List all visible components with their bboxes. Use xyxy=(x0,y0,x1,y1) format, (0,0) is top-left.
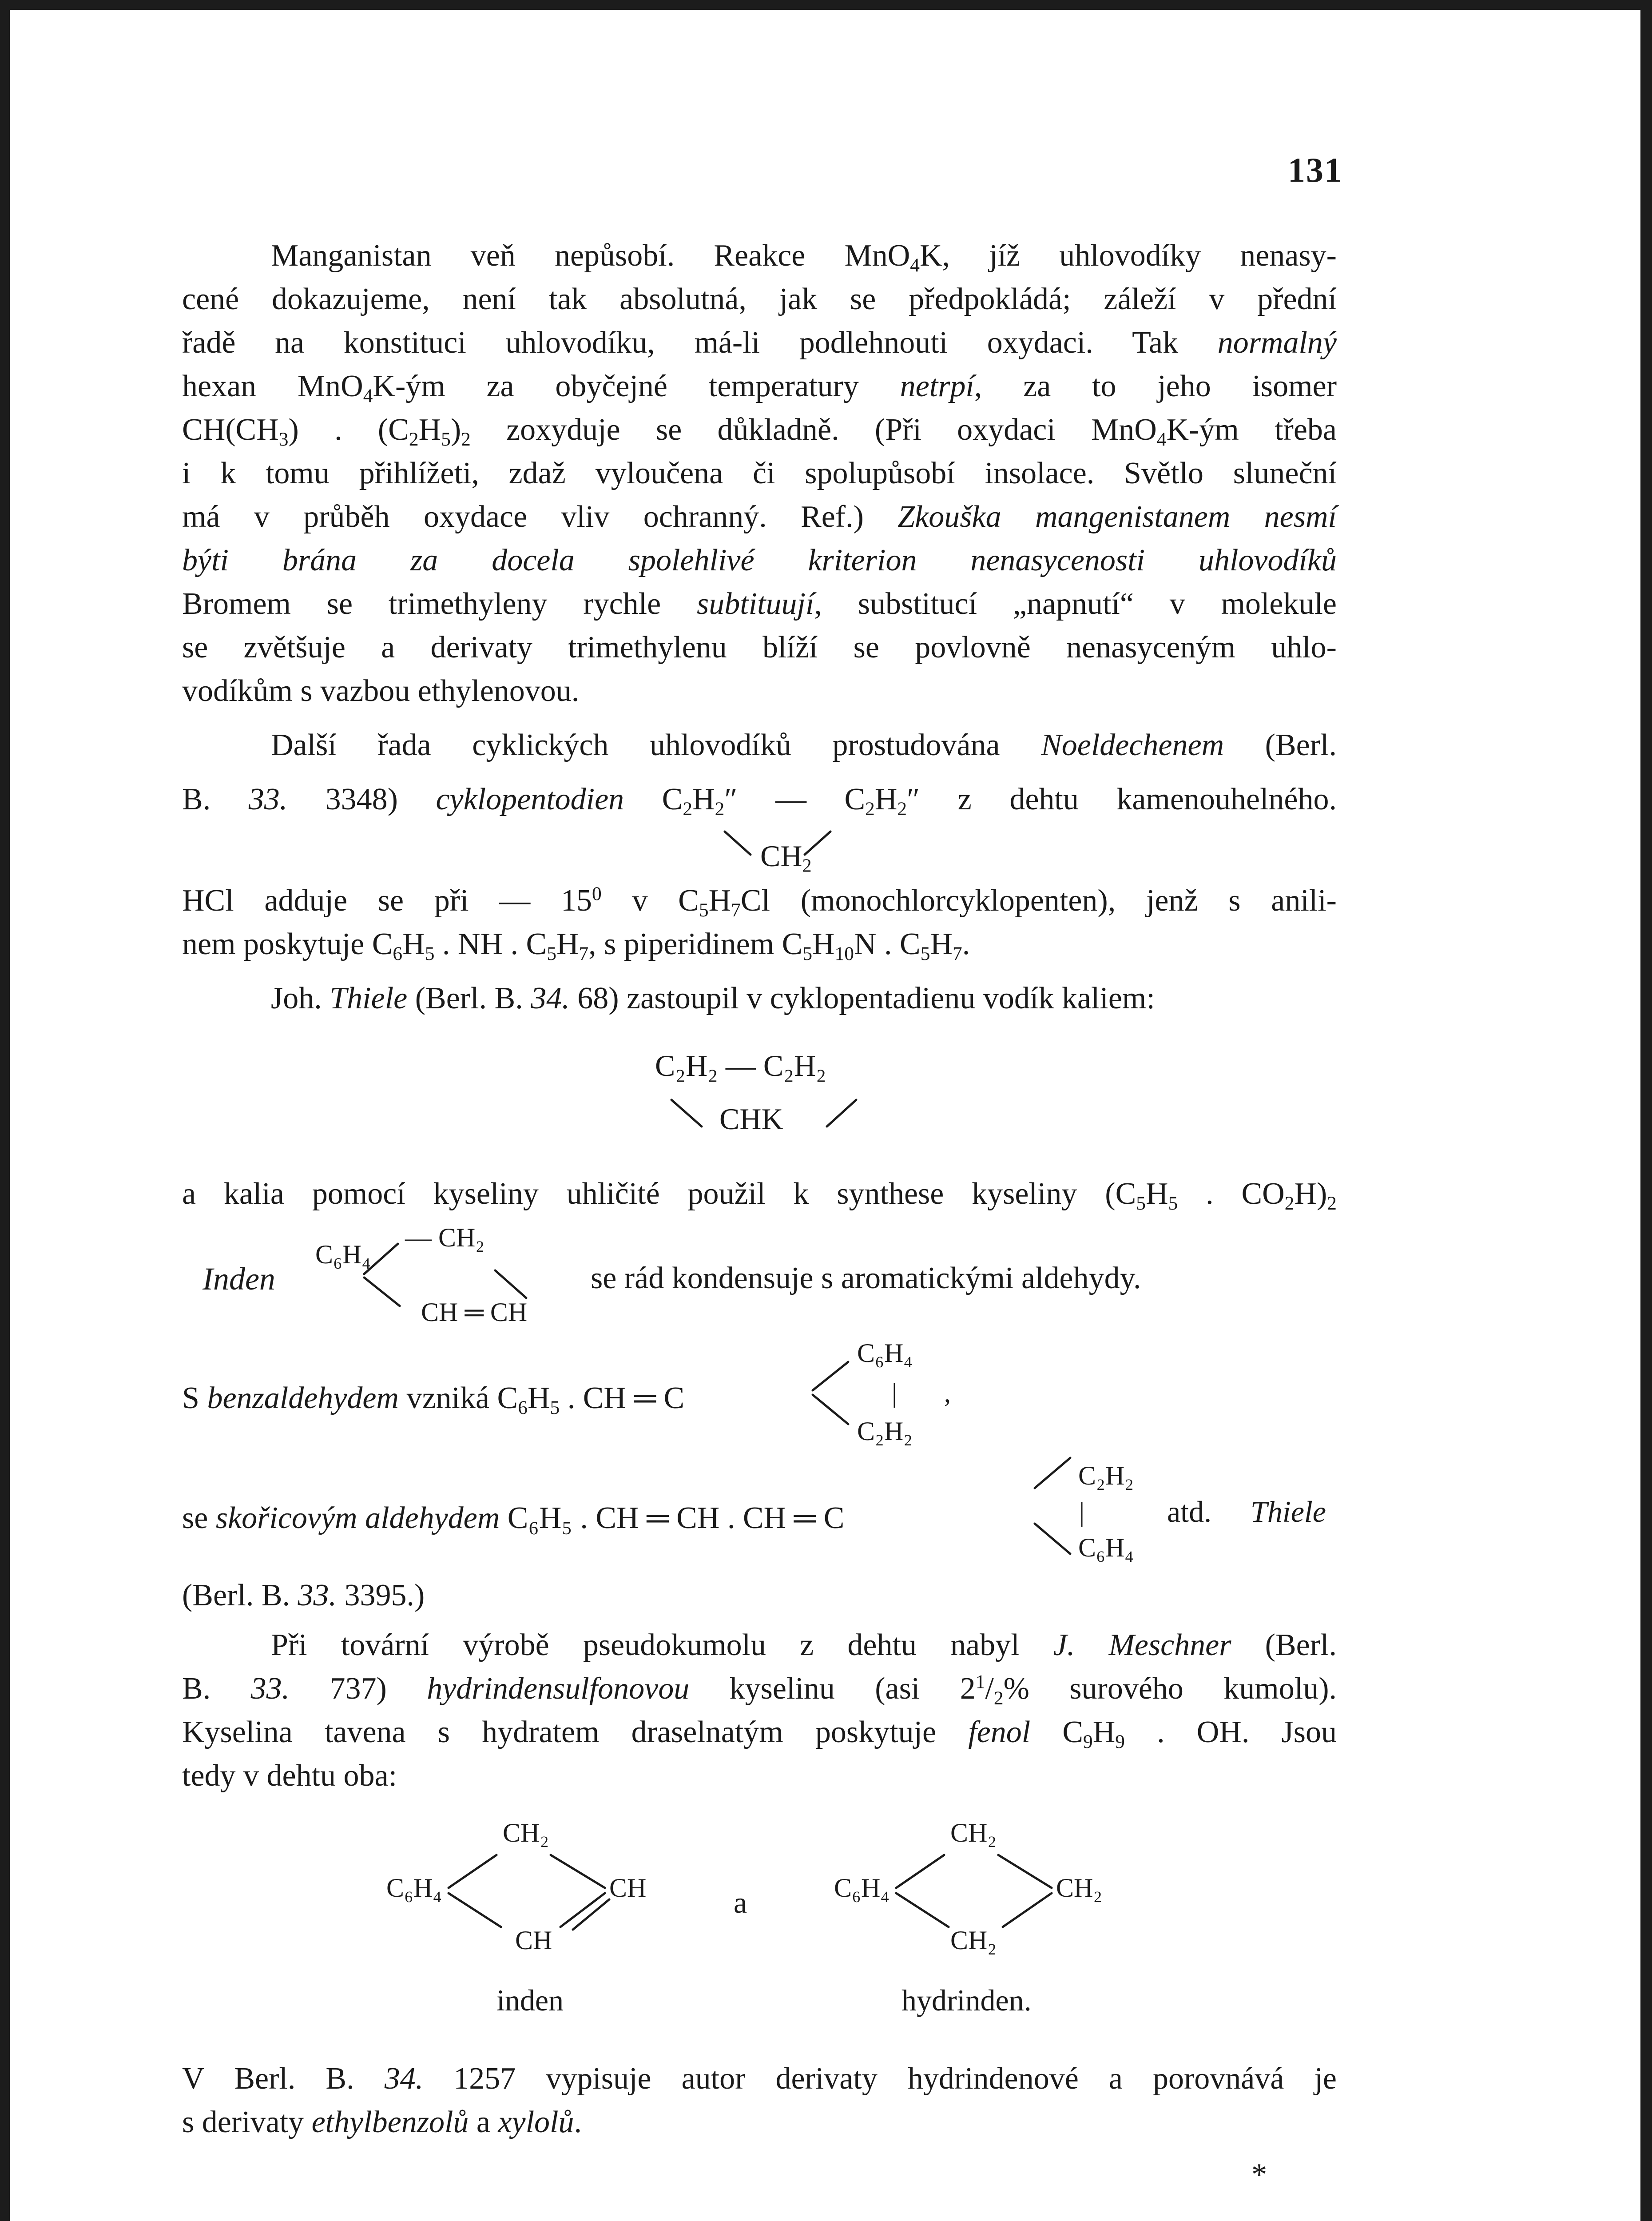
inden-struct-right: CH xyxy=(609,1873,647,1903)
hydrinden-struct-left: C₆H₄ xyxy=(834,1873,890,1903)
bond-ring2-br xyxy=(1003,1893,1052,1927)
p2-line-1: Další řada cyklických uhlovodíků prostudována Noeldechenem (Berl. xyxy=(271,728,1337,762)
p2-line-4: nem poskytuje $C_6H_5$ . NH . $C_5H_7$, s piperidinem $C_5H_{10}N$ . $C_5H_7$. xyxy=(182,927,970,965)
p1-line-3: řadě na konstituci uhlovodíku, má-li podlehnouti oxydaci. Tak normalný xyxy=(182,326,1337,360)
hydrinden-struct-right: CH₂ xyxy=(1056,1873,1103,1903)
bond-cp-left xyxy=(725,832,751,855)
bond-chk-left xyxy=(671,1100,702,1126)
inden-c6h4: C₆H₄ xyxy=(315,1240,371,1269)
skor-c2h2: C₂H₂ xyxy=(1078,1461,1134,1490)
p1-line-8: býti brána za docela spolehlivé kriterion nenasycenosti uhlovodíků xyxy=(182,543,1337,577)
bond-ring2-bl xyxy=(896,1893,949,1927)
structures-and: a xyxy=(734,1886,747,1919)
skor-c6h4: C₆H₄ xyxy=(1078,1533,1134,1562)
p1-line-9: Bromem se trimethyleny rychle subtituují, substitucí „napnutí“ v molekule xyxy=(182,587,1337,621)
bond-skor-up xyxy=(1035,1458,1070,1488)
hydrinden-struct-top: CH₂ xyxy=(950,1818,997,1847)
footer-asterisk: * xyxy=(1251,2157,1267,2192)
inden-struct-bottom: CH xyxy=(515,1926,552,1955)
cyclopentadiene-ch2: $CH_2$ xyxy=(760,839,812,876)
inden-chch: CH ═ CH xyxy=(421,1298,528,1327)
p5-line-1: V Berl. B. 34. 1257 vypisuje autor derivaty hydrindenové a porovnává je xyxy=(182,2062,1337,2096)
bond-inden-down xyxy=(364,1278,400,1306)
hydrinden-struct-name: hydrinden. xyxy=(901,1983,1032,2017)
page-number: 131 xyxy=(1288,151,1342,189)
p2-line-2: B. 33. 3348) cyklopentodien $C_2H_2''$ — $C_2H_2''$ z dehtu kamenouhelného. xyxy=(182,782,1337,820)
thiele-formula-top: C₂H₂ — C₂H₂ xyxy=(655,1049,826,1083)
p1-line-7: má v průběh oxydace vliv ochranný. Ref.) Zkouška mangenistanem nesmí xyxy=(182,500,1337,534)
bond-benz-up xyxy=(813,1362,848,1390)
benz-c2h2: C₂H₂ xyxy=(857,1417,913,1446)
bond-ring2-tr xyxy=(998,1855,1052,1888)
bond-ring1-tr xyxy=(551,1855,605,1888)
bond-chk-right xyxy=(827,1100,856,1126)
benz-line: S benzaldehydem vzniká $C_6H_5$ . CH ═ C xyxy=(182,1381,685,1419)
hydrinden-struct-bottom: CH₂ xyxy=(950,1926,997,1955)
benz-c6h4: C₆H₄ xyxy=(857,1338,913,1368)
p1-line-2: cené dokazujeme, není tak absolutná, jak se předpokládá; záleží v přední xyxy=(182,282,1337,316)
p4-line-4: tedy v dehtu oba: xyxy=(182,1759,397,1793)
bond-ring1-bl xyxy=(449,1893,501,1927)
p3-line-2: a kalia pomocí kyseliny uhličité použil k synthese kyseliny ($C_5H_5$ . $CO_2H)_2$ xyxy=(182,1177,1337,1214)
p1-line-10: se zvětšuje a derivaty trimethylenu blíží se povlovně nenasyceným uhlo- xyxy=(182,630,1337,665)
bond-ring2-tl xyxy=(896,1855,944,1888)
p4-line-1: Při tovární výrobě pseudokumolu z dehtu nabyl J. Meschner (Berl. xyxy=(271,1628,1337,1662)
inden-label: Inden xyxy=(203,1261,275,1297)
bond-cp-right xyxy=(805,832,830,855)
p1-line-6: i k tomu přihlížeti, zdaž vyloučena či spolupůsobí insolace. Světlo sluneční xyxy=(182,456,1337,490)
skor-atd: atd. xyxy=(1167,1495,1212,1528)
p4-line-3: Kyselina tavena s hydratem draselnatým poskytuje fenol $C_9H_9$ . OH. Jsou xyxy=(182,1715,1337,1753)
inden-text: se rád kondensuje s aromatickými aldehydy. xyxy=(591,1261,1141,1295)
benz-comma: , xyxy=(944,1378,951,1408)
p1-line-1: Manganistan veň nepůsobí. Reakce MnO$_4$K, jíž uhlovodíky nenasy- xyxy=(271,239,1337,276)
skor-ref: (Berl. B. 33. 3395.) xyxy=(182,1578,425,1612)
bond-ring1-tl xyxy=(449,1855,496,1888)
bond-skor-down xyxy=(1035,1524,1070,1554)
bond-inden-right xyxy=(495,1270,526,1298)
skor-line: se skořicovým aldehydem C₆H₅ . CH ═ CH . CH ═ C xyxy=(182,1501,845,1535)
inden-struct-name: inden xyxy=(496,1983,564,2017)
skor-thiele: Thiele xyxy=(1251,1495,1326,1528)
p2-line-3: HCl adduje se při — $15^0$ v $C_5H_7Cl$ (monochlorcyklopenten), jenž s anili- xyxy=(182,883,1337,921)
bond-inden-up xyxy=(364,1244,398,1274)
inden-ch2: — CH₂ xyxy=(405,1223,485,1252)
p5-line-2: s derivaty ethylbenzolů a xylolů. xyxy=(182,2105,582,2139)
p1-line-5: $CH(CH_3)$ . $(C_2H_5)_2$ zoxyduje se důkladně. (Při oxydaci MnO$_4$K-ým třeba xyxy=(182,413,1337,450)
inden-struct-left: C₆H₄ xyxy=(386,1873,442,1903)
p4-line-2: B. 33. 737) hydrindensulfonovou kyselinu (asi $2^1/_2\%$ surového kumolu). xyxy=(182,1671,1337,1709)
thiele-formula-chk: CHK xyxy=(719,1102,783,1136)
bond-benz-down xyxy=(813,1395,848,1424)
inden-struct-top: CH₂ xyxy=(503,1818,549,1847)
p1-line-4: hexan MnO$_4$K-ým za obyčejné temperatury netrpí, za to jeho isomer xyxy=(182,369,1337,407)
benz-bar: | xyxy=(892,1378,897,1408)
skor-bar: | xyxy=(1079,1497,1085,1527)
p1-line-11: vodíkům s vazbou ethylenovou. xyxy=(182,674,580,708)
p3-line-1: Joh. Thiele (Berl. B. 34. 68) zastoupil v cyklopentadienu vodík kaliem: xyxy=(271,981,1155,1015)
